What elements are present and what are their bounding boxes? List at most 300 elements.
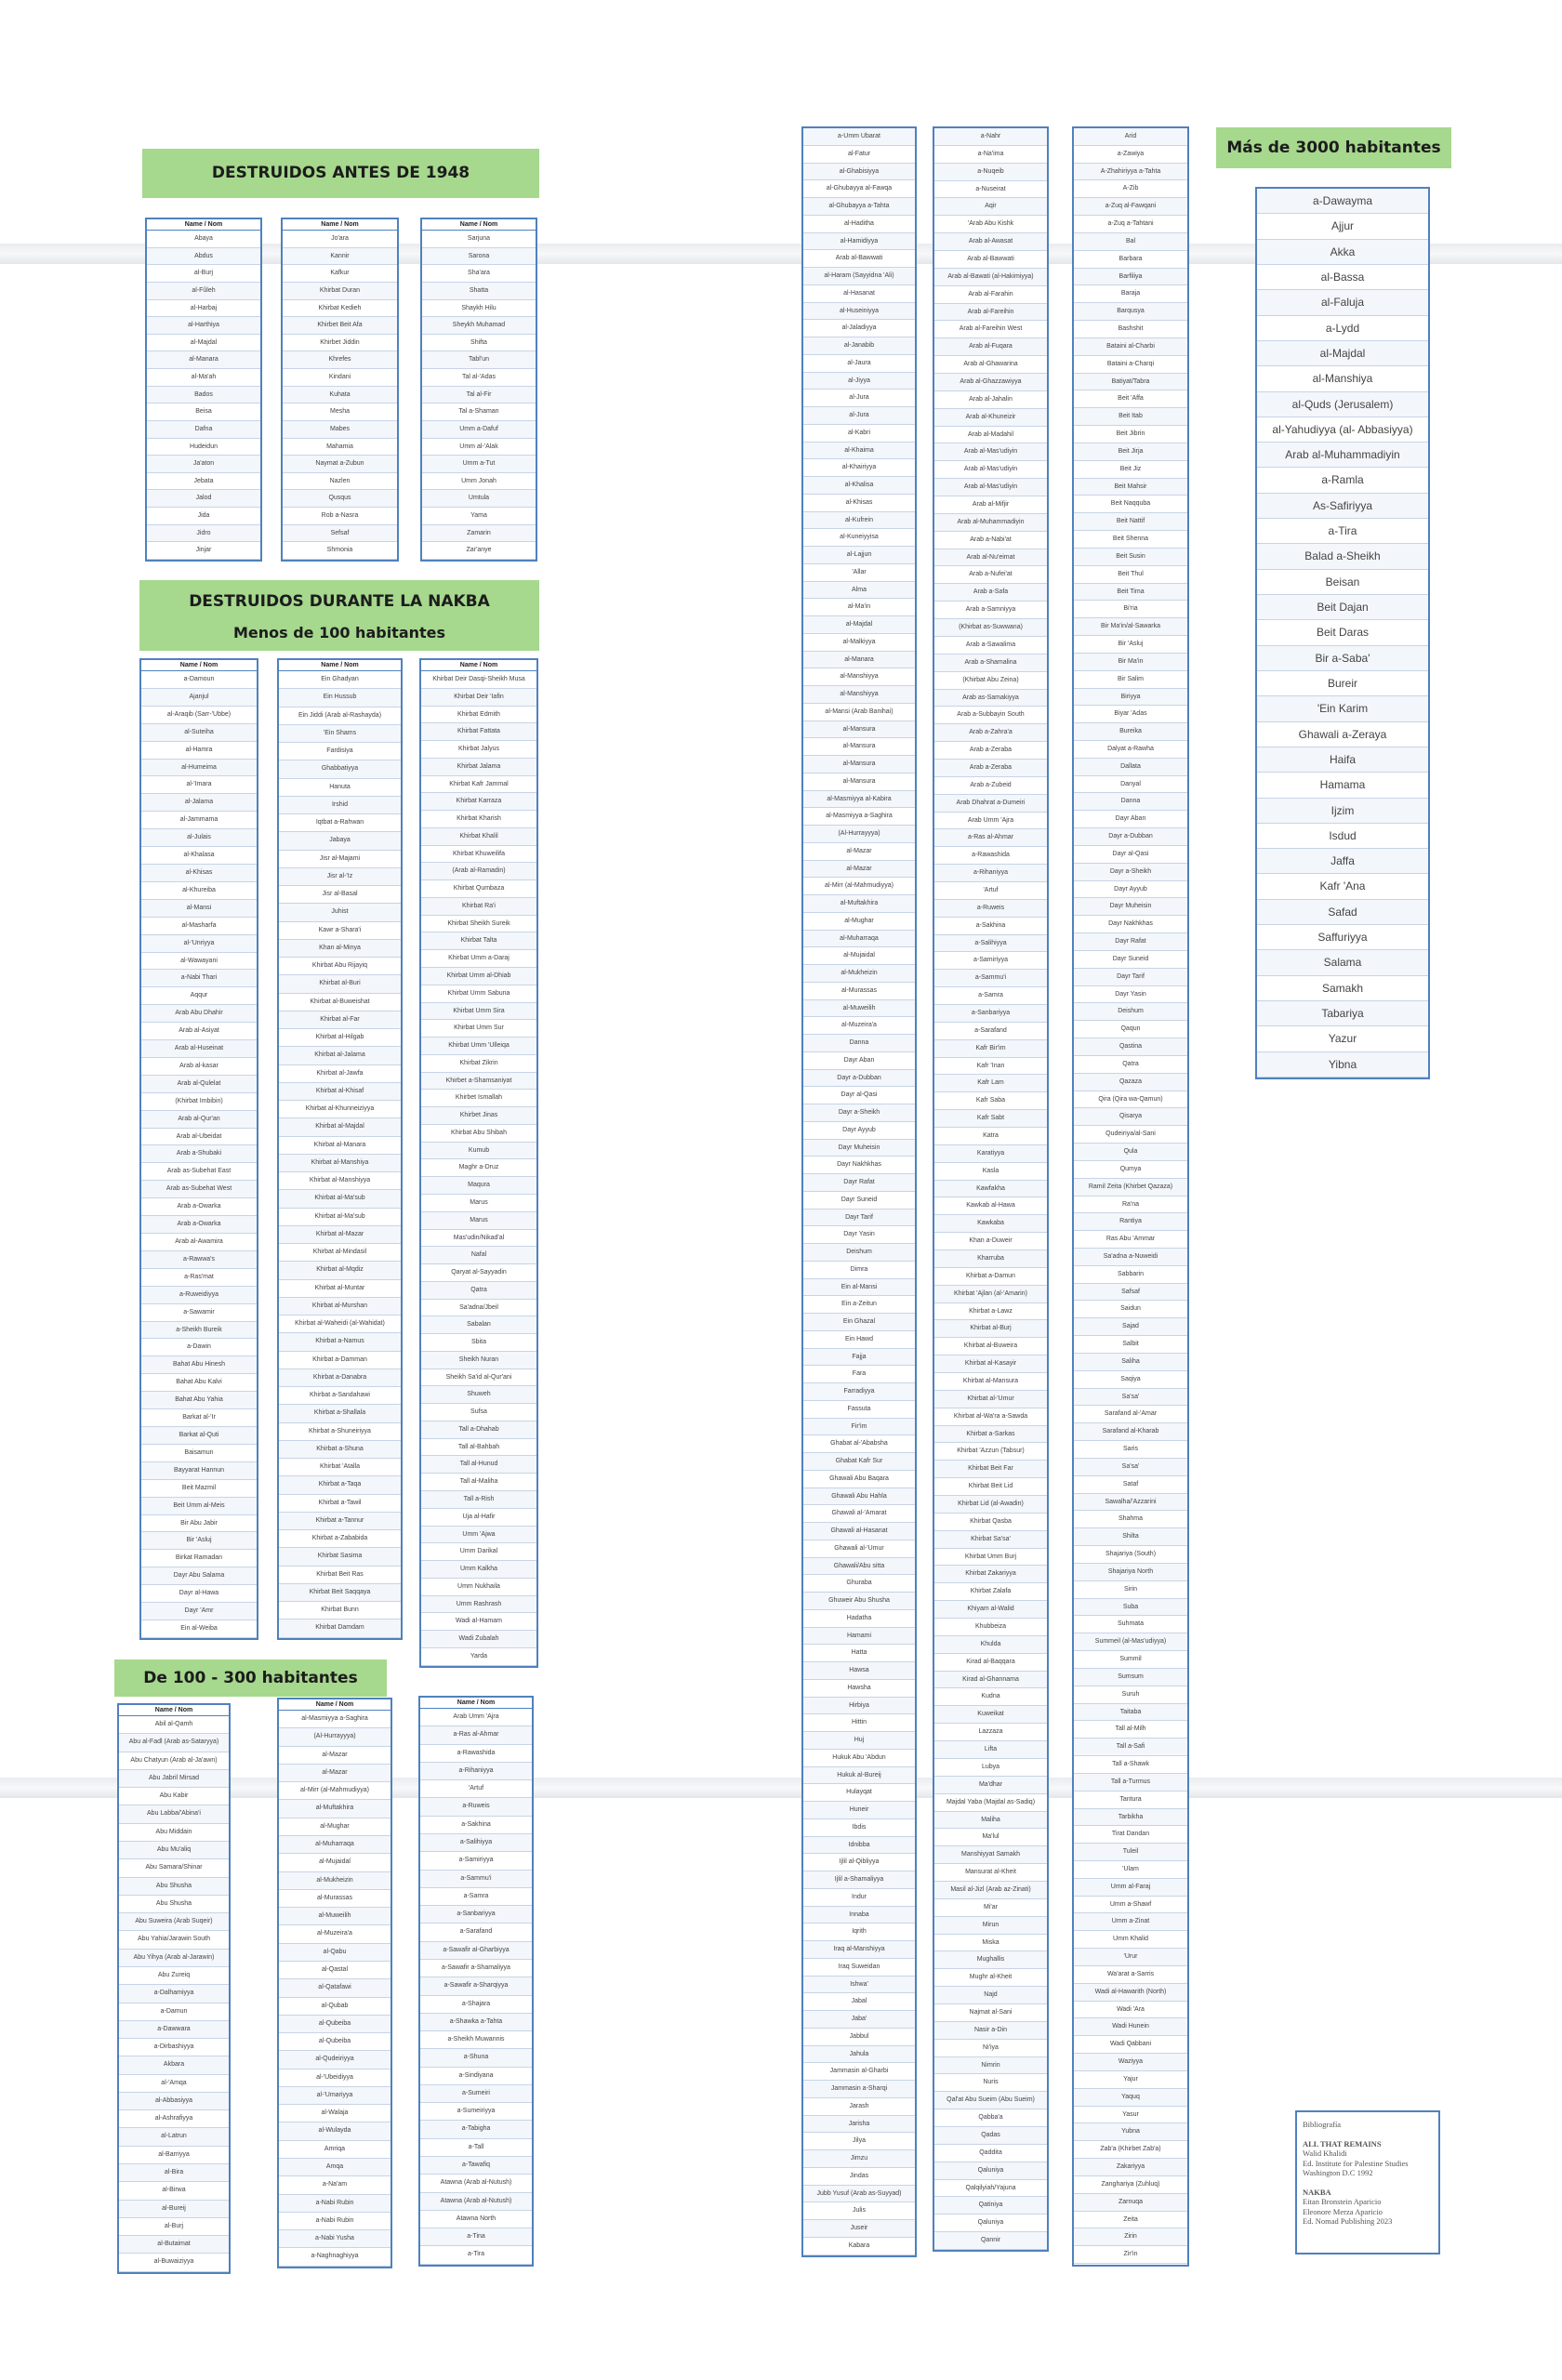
- village-name: Arab al-Mas'udiyin: [934, 443, 1047, 461]
- village-name: Ein Hussub: [279, 689, 401, 707]
- village-name: Khirbat al-Khunneiziyya: [279, 1101, 401, 1118]
- village-name: Dayr Yasin: [803, 1226, 915, 1244]
- name-column-under100-c1: [139, 658, 258, 1640]
- village-name: Yarda: [421, 1648, 536, 1666]
- village-name: Tall a-Turmus: [1074, 1774, 1187, 1792]
- village-name: Jubb Yusuf (Arab as-Suyyad): [803, 2186, 915, 2203]
- village-name: Hittin: [803, 1714, 915, 1732]
- village-name: al-Mansi (Arab Banihai): [803, 704, 915, 721]
- village-name: Dayr Suneid: [1074, 951, 1187, 969]
- village-name: al-Mukheizin: [279, 1872, 390, 1890]
- village-name: Marus: [421, 1212, 536, 1230]
- village-name: Miska: [934, 1935, 1047, 1952]
- village-name: Mas'udin/Nikad'al: [421, 1230, 536, 1248]
- village-name: (Al-Hurrayyya): [803, 826, 915, 843]
- village-name: Aqir: [934, 198, 1047, 216]
- biblio-2-author-1: Eitan Bronstein Aparicio: [1303, 2197, 1382, 2206]
- village-name: Atawna North: [420, 2211, 532, 2228]
- village-name: Nuris: [934, 2074, 1047, 2092]
- column-header: Name / Nom: [279, 1699, 390, 1711]
- village-name: al-Jammama: [141, 812, 257, 829]
- village-name: Akka: [1257, 240, 1428, 265]
- village-name: al-Manshiyya: [803, 668, 915, 686]
- village-name: a-Rawashida: [420, 1745, 532, 1763]
- village-name: Tall al-Hunud: [421, 1456, 536, 1474]
- village-name: Qaluniya: [934, 2215, 1047, 2232]
- village-name: al-Mukheizin: [803, 965, 915, 983]
- village-name: Ghabat Kafr Sur: [803, 1453, 915, 1471]
- village-name: Barkat al-Quti: [141, 1427, 257, 1445]
- village-name: Arab a-Shamalina: [934, 654, 1047, 672]
- village-name: Beit Itab: [1074, 408, 1187, 426]
- village-name: al-Walaja: [279, 2105, 390, 2122]
- name-column-before1948-c3: [420, 218, 537, 562]
- village-name: Arab a-Shubaki: [141, 1145, 257, 1163]
- village-name: a-Ras al-Ahmar: [934, 829, 1047, 847]
- village-name: Arab al-Fareihin West: [934, 321, 1047, 338]
- village-name: Masil al-Jizl (Arab az-Zinati): [934, 1882, 1047, 1899]
- village-name: Kudna: [934, 1688, 1047, 1706]
- village-name: a-Tina: [420, 2228, 532, 2246]
- village-name: Tal al-Fir: [422, 387, 536, 404]
- village-name: Huj: [803, 1732, 915, 1750]
- village-name: a-Sarafand: [934, 1023, 1047, 1040]
- village-name: Bahat Abu Kalvi: [141, 1374, 257, 1392]
- village-name: Kafr 'Ana: [1257, 874, 1428, 899]
- village-name: Arab al-Farahin: [934, 286, 1047, 304]
- village-name: Arab al-Mifjir: [934, 496, 1047, 514]
- village-name: Jalod: [147, 490, 260, 508]
- village-name: al-Lajjun: [803, 547, 915, 564]
- village-name: Biriyya: [1074, 689, 1187, 707]
- village-name: Khirbat a-Damun: [934, 1268, 1047, 1286]
- village-name: al-Harthiya: [147, 317, 260, 335]
- village-name: Qudeiriya/al-Sani: [1074, 1126, 1187, 1144]
- village-name: Abu Labba/'Abina'i: [119, 1805, 229, 1823]
- village-name: al-Janabib: [803, 337, 915, 355]
- biblio-2-author-2: Eleonore Merza Aparicio: [1303, 2206, 1383, 2216]
- village-name: al-Birwa: [119, 2182, 229, 2200]
- village-name: al-Majdal: [1257, 341, 1428, 366]
- village-name: al-Faluja: [1257, 290, 1428, 315]
- village-name: a-Ras al-Ahmar: [420, 1726, 532, 1744]
- village-name: Arab al-Bawwati: [803, 250, 915, 268]
- village-name: Katra: [934, 1128, 1047, 1145]
- village-name: Shajariya North: [1074, 1564, 1187, 1581]
- village-name: Khirbat Kedieh: [283, 300, 397, 318]
- village-name: Khirbat Lid (al-Awadin): [934, 1496, 1047, 1514]
- village-name: a-Tawafiq: [420, 2157, 532, 2175]
- village-name: a-Sarafand: [420, 1924, 532, 1941]
- village-name: Hatta: [803, 1645, 915, 1662]
- village-name: Qalqilyiah/Yajuna: [934, 2180, 1047, 2198]
- name-column-under100-c2: [277, 658, 403, 1640]
- village-name: Khirbat Umm al-Dhiab: [421, 968, 536, 985]
- village-name: Khirbat Ra'i: [421, 898, 536, 916]
- village-name: Umm al-'Alak: [422, 439, 536, 456]
- village-name: a-Sawamir: [141, 1304, 257, 1322]
- village-name: Hukuk al-Bureij: [803, 1767, 915, 1785]
- village-name: Khirbat al-Waheidi (al-Wahidat): [279, 1316, 401, 1333]
- village-name: a-Dirbashiyya: [119, 2039, 229, 2056]
- village-name: Khirbat a-Sarkas: [934, 1426, 1047, 1444]
- village-name: Bataini al-Charbi: [1074, 338, 1187, 356]
- village-name: Khirbat 'Atalla: [279, 1459, 401, 1476]
- village-name: 'Ein Karim: [1257, 696, 1428, 721]
- village-name: al-Julais: [141, 829, 257, 847]
- village-name: Arab al-Awamira: [141, 1234, 257, 1251]
- village-name: Qisarya: [1074, 1108, 1187, 1126]
- village-name: Naymat a-Zubun: [283, 456, 397, 473]
- village-name: Khirbat Khalil: [421, 828, 536, 846]
- village-name: al-Mazar: [279, 1747, 390, 1765]
- village-name: Maqura: [421, 1177, 536, 1195]
- village-name: Ajanjul: [141, 689, 257, 707]
- village-name: Abu Middain: [119, 1824, 229, 1842]
- village-name: al-Muweilih: [279, 1908, 390, 1925]
- village-name: Khirbat al-Ma'sub: [279, 1209, 401, 1226]
- village-name: Fajja: [803, 1349, 915, 1367]
- village-name: al-Khisas: [141, 865, 257, 882]
- village-name: Salama: [1257, 950, 1428, 975]
- village-name: Sarafand al-'Amar: [1074, 1406, 1187, 1423]
- village-name: Kafkur: [283, 265, 397, 283]
- name-column-before1948-c2: [281, 218, 399, 562]
- village-name: al-Burj: [147, 265, 260, 283]
- village-name: al-Hamidiyya: [803, 233, 915, 251]
- village-name: Khirbat al-Mansura: [934, 1373, 1047, 1391]
- column-header: Name / Nom: [141, 660, 257, 671]
- village-name: Dayr Aban: [803, 1052, 915, 1070]
- village-name: al-Suteiha: [141, 724, 257, 742]
- village-name: a-Sammu'i: [934, 970, 1047, 987]
- village-name: Khirbat Karraza: [421, 793, 536, 811]
- village-name: Khirbat al-Murshan: [279, 1298, 401, 1316]
- village-name: Bi'ria: [1074, 601, 1187, 618]
- village-name: Khirbat Kharish: [421, 811, 536, 828]
- name-column-big-c3: [1072, 126, 1189, 2267]
- village-name: Maliha: [934, 1812, 1047, 1830]
- village-name: Kirad al-Ghannama: [934, 1672, 1047, 1689]
- village-name: Bir 'Asluj: [141, 1532, 257, 1550]
- village-name: Saliha: [1074, 1354, 1187, 1371]
- biblio-1-author: Walid Khalidi: [1303, 2149, 1347, 2158]
- village-name: Ghawali al-'Umur: [803, 1540, 915, 1558]
- village-name: al-Ma'ah: [147, 369, 260, 387]
- village-name: al-Muweilih: [803, 1000, 915, 1018]
- village-name: Abil al-Qamh: [119, 1716, 229, 1734]
- village-name: Khirbat a-Tawil: [279, 1495, 401, 1513]
- village-name: Karatiyya: [934, 1145, 1047, 1163]
- village-name: Arab a-Zahra'a: [934, 724, 1047, 742]
- village-name: Jida: [147, 508, 260, 525]
- village-name: Ramil Zeita (Khirbet Qazaza): [1074, 1179, 1187, 1197]
- village-name: Danna: [1074, 793, 1187, 811]
- village-name: Iqrith: [803, 1924, 915, 1941]
- village-name: Jilya: [803, 2133, 915, 2150]
- village-name: Dayr Suneid: [803, 1192, 915, 1210]
- village-name: Abu al-Fadl (Arab as-Sataryya): [119, 1734, 229, 1752]
- village-name: al-Hasanat: [803, 285, 915, 303]
- village-name: al-Khisas: [803, 495, 915, 512]
- village-name: Amriqa: [279, 2141, 390, 2159]
- village-name: Ni'iya: [934, 2040, 1047, 2057]
- village-name: Deishum: [1074, 1003, 1187, 1021]
- village-name: Wadi Qabbani: [1074, 2036, 1187, 2054]
- village-name: Khirbet Jinas: [421, 1107, 536, 1125]
- village-name: Khirbat Deir Dasqi-Sheikh Musa: [421, 671, 536, 689]
- village-name: Khirbat Jalyus: [421, 741, 536, 759]
- village-name: Fassuta: [803, 1401, 915, 1419]
- village-name: Umm Jonah: [422, 473, 536, 491]
- village-name: al-Ghubayya a-Tahta: [803, 198, 915, 216]
- village-name: Dayr Abu Salama: [141, 1567, 257, 1585]
- village-name: Sirin: [1074, 1581, 1187, 1599]
- village-name: Abu Shusha: [119, 1878, 229, 1896]
- village-name: a-Zuq a-Tahtani: [1074, 216, 1187, 233]
- village-name: Arab a-Sawalima: [934, 637, 1047, 654]
- bibliography-heading: Bibliografía: [1303, 2120, 1342, 2129]
- village-name: Bashshit: [1074, 321, 1187, 338]
- village-name: Beit Naqquba: [1074, 496, 1187, 513]
- village-name: Yubna: [1074, 2123, 1187, 2141]
- village-name: Khirbat a-Shuna: [279, 1441, 401, 1459]
- village-name: Irshid: [279, 797, 401, 814]
- village-name: Ibdis: [803, 1819, 915, 1837]
- village-name: al-Masmiyya a-Saghira: [803, 808, 915, 826]
- village-name: a-Tira: [1257, 519, 1428, 544]
- village-name: a-Nahr: [934, 128, 1047, 146]
- section-nakba-title: DESTRUIDOS DURANTE LA NAKBA: [139, 580, 539, 619]
- village-name: 'Allar: [803, 564, 915, 582]
- village-name: al-Manara: [147, 351, 260, 369]
- village-name: Arab Umm 'Ajra: [934, 813, 1047, 830]
- village-name: Bir Ma'in/al-Sawarka: [1074, 618, 1187, 636]
- village-name: Tall a-Rish: [421, 1491, 536, 1509]
- village-name: Qazaza: [1074, 1074, 1187, 1091]
- village-name: Qatra: [421, 1282, 536, 1300]
- village-name: a-Ramla: [1257, 468, 1428, 493]
- village-name: Jammasin al-Gharbi: [803, 2063, 915, 2081]
- village-name: Lazzaza: [934, 1724, 1047, 1741]
- village-name: Sarafand al-Kharab: [1074, 1423, 1187, 1441]
- village-name: a-Rawashida: [934, 847, 1047, 865]
- village-name: al-Masharfa: [141, 918, 257, 935]
- name-column-over3000-list: [1255, 187, 1430, 1079]
- village-name: Fara: [803, 1366, 915, 1383]
- village-name: Jinjar: [147, 542, 260, 560]
- village-name: al-Muzeira'a: [803, 1017, 915, 1035]
- village-name: Arab a-Samniyya: [934, 602, 1047, 619]
- village-name: Jo'ara: [283, 231, 397, 248]
- village-name: Nimrin: [934, 2057, 1047, 2075]
- village-name: Kharruba: [934, 1250, 1047, 1268]
- village-name: a-Dalhamiyya: [119, 1985, 229, 2003]
- village-name: Mughr al-Kheit: [934, 1969, 1047, 1987]
- village-name: Maghr a-Druz: [421, 1159, 536, 1177]
- village-name: al-Bureij: [119, 2201, 229, 2218]
- village-name: Shatta: [422, 283, 536, 300]
- village-name: al-Harbaj: [147, 300, 260, 318]
- village-name: al-Khaima: [803, 443, 915, 460]
- village-name: Khirbat Umm Burj: [934, 1549, 1047, 1567]
- village-name: Ghabbatiyya: [279, 760, 401, 778]
- village-name: Tal a-Shaman: [422, 403, 536, 421]
- village-name: Hudeidun: [147, 439, 260, 456]
- village-name: Arab al-Awasat: [934, 233, 1047, 251]
- village-name: Dayr 'Amr: [141, 1603, 257, 1620]
- village-name: Arab al-Nu'eimat: [934, 549, 1047, 567]
- village-name: al-'Amqa: [119, 2075, 229, 2093]
- village-name: Khirbat Qasba: [934, 1514, 1047, 1531]
- village-name: a-Shuna: [420, 2049, 532, 2067]
- village-name: Khirbat al-Mazar: [279, 1226, 401, 1244]
- village-name: a-Sawafir a-Sharqiyya: [420, 1977, 532, 1995]
- village-name: Dayr a-Dubban: [803, 1070, 915, 1088]
- village-name: Summeil (al-Mas'udiyya): [1074, 1633, 1187, 1651]
- village-name: a-Sawafir a-Shamaliyya: [420, 1960, 532, 1977]
- village-name: Dayr Tarif: [803, 1210, 915, 1227]
- village-name: Khirbat Sa'sa': [934, 1531, 1047, 1549]
- village-name: Ghawali al-'Amarat: [803, 1505, 915, 1523]
- village-name: Jabbul: [803, 2029, 915, 2046]
- village-name: Beisa: [147, 403, 260, 421]
- village-name: Khirbat al-Mindasil: [279, 1244, 401, 1262]
- village-name: a-Ruweis: [420, 1798, 532, 1816]
- village-name: Mahamia: [283, 439, 397, 456]
- village-name: Bir Abu Jabir: [141, 1515, 257, 1533]
- village-name: Rob a-Nasra: [283, 508, 397, 525]
- village-name: Tall a-Safi: [1074, 1739, 1187, 1756]
- village-name: al-Ashrafiyya: [119, 2110, 229, 2128]
- village-name: al-Malkiyya: [803, 634, 915, 652]
- column-header: Name / Nom: [283, 219, 397, 231]
- village-name: al-Kuneiyyisa: [803, 529, 915, 547]
- village-name: Iraq Suweidan: [803, 1959, 915, 1977]
- village-name: Tall al-Bahbah: [421, 1439, 536, 1457]
- village-name: Lubya: [934, 1759, 1047, 1777]
- village-name: Khirbat a-Zababida: [279, 1530, 401, 1548]
- village-name: Juseir: [803, 2220, 915, 2238]
- village-name: Umm 'Ajwa: [421, 1527, 536, 1544]
- village-name: Abaya: [147, 231, 260, 248]
- village-name: Barkat al-'Ir: [141, 1409, 257, 1427]
- village-name: Arab al-Qulelat: [141, 1076, 257, 1093]
- column-header: Name / Nom: [421, 660, 536, 671]
- village-name: al-Muharraqa: [279, 1836, 390, 1854]
- village-name: Jabaya: [279, 832, 401, 850]
- village-name: al-Muftakhira: [279, 1800, 390, 1818]
- village-name: a-Umm Ubarat: [803, 128, 915, 146]
- village-name: al-Wawayani: [141, 953, 257, 971]
- village-name: Khirbat Talta: [421, 932, 536, 950]
- village-name: Beit Susin: [1074, 549, 1187, 566]
- village-name: Barqusya: [1074, 303, 1187, 321]
- village-name: Beit Umm al-Meis: [141, 1498, 257, 1515]
- village-name: Khulda: [934, 1636, 1047, 1654]
- village-name: Ein a-Zeitun: [803, 1296, 915, 1314]
- village-name: a-Ruweidiyya: [141, 1287, 257, 1304]
- village-name: Beit Tima: [1074, 584, 1187, 602]
- village-name: a-Nabi Yusha: [279, 2230, 390, 2248]
- village-name: Abu Jabril Mirsad: [119, 1770, 229, 1788]
- biblio-2-title: NAKBA: [1303, 2187, 1331, 2197]
- village-name: Danna: [803, 1035, 915, 1052]
- village-name: Khirbat a-Lawz: [934, 1303, 1047, 1321]
- village-name: Yibna: [1257, 1052, 1428, 1078]
- village-name: a-Damun: [119, 2003, 229, 2021]
- village-name: Dayr Nakhkhas: [803, 1157, 915, 1174]
- village-name: Zirin: [1074, 2228, 1187, 2246]
- village-name: Khirbat al-Manara: [279, 1137, 401, 1155]
- village-name: Kawr a-Shara'i: [279, 922, 401, 940]
- village-name: Lifta: [934, 1741, 1047, 1759]
- village-name: Kafr Saba: [934, 1092, 1047, 1110]
- village-name: al-Qabu: [279, 1944, 390, 1962]
- village-name: Sarjuna: [422, 231, 536, 248]
- village-name: Khan al-Minya: [279, 940, 401, 958]
- village-name: al-Khairiyya: [803, 459, 915, 477]
- village-name: Mansurat al-Kheit: [934, 1864, 1047, 1882]
- village-name: Khirbat Beit Far: [934, 1461, 1047, 1478]
- village-name: Khirbat al-Majdal: [279, 1118, 401, 1136]
- village-name: Ein al-Mansi: [803, 1279, 915, 1297]
- village-name: Taitaba: [1074, 1704, 1187, 1722]
- village-name: a-Samiriyya: [934, 952, 1047, 970]
- village-name: Arab al-Fareihin: [934, 304, 1047, 322]
- village-name: Arab Abu Dhahir: [141, 1005, 257, 1023]
- village-name: al-Masmiyya a-Saghira: [279, 1711, 390, 1728]
- village-name: Qaryat al-Sayyadin: [421, 1264, 536, 1282]
- village-name: Khirbat Qumbaza: [421, 880, 536, 898]
- village-name: al-Mirr (al-Mahmudiyya): [279, 1782, 390, 1800]
- village-name: Mirun: [934, 1917, 1047, 1935]
- village-name: Sefsaf: [283, 525, 397, 543]
- village-name: Bir Ma'in: [1074, 654, 1187, 671]
- village-name: Bir Salim: [1074, 671, 1187, 689]
- village-name: Najd: [934, 1987, 1047, 2004]
- village-name: A-Zib: [1074, 180, 1187, 198]
- village-name: Ma'lul: [934, 1829, 1047, 1846]
- village-name: Kuhata: [283, 387, 397, 404]
- village-name: al-Khalasa: [141, 847, 257, 865]
- village-name: Nasir a-Din: [934, 2022, 1047, 2040]
- village-name: Qira (Qira wa-Qamun): [1074, 1091, 1187, 1109]
- village-name: a-Sumeiri: [420, 2085, 532, 2103]
- village-name: a-Rihaniyya: [420, 1763, 532, 1780]
- village-name: Najmat al-Sani: [934, 2004, 1047, 2022]
- village-name: Arab a-Zeraba: [934, 742, 1047, 760]
- village-name: Nazlen: [283, 473, 397, 491]
- village-name: al-Hamra: [141, 742, 257, 760]
- village-name: a-Zuq al-Fawqani: [1074, 198, 1187, 216]
- village-name: Abu Chatyun (Arab al-Ja'awn): [119, 1752, 229, 1770]
- village-name: Dayr Ayyub: [803, 1122, 915, 1140]
- village-name: Tal al-'Adas: [422, 369, 536, 387]
- village-name: Arab a-Zeraba: [934, 760, 1047, 777]
- village-name: a-Sakhina: [420, 1817, 532, 1834]
- village-name: Khirbat al-Buri: [279, 975, 401, 993]
- village-name: a-Tira: [420, 2246, 532, 2264]
- paper-fold: [0, 1778, 1562, 1798]
- village-name: a-Nuseirat: [934, 181, 1047, 199]
- village-name: Arab Dhahrat a-Dumeiri: [934, 795, 1047, 813]
- village-name: Khirbat al-Manshiya: [279, 1155, 401, 1172]
- village-name: Khirbat al-'Umur: [934, 1391, 1047, 1408]
- village-name: al-Majdal: [147, 335, 260, 352]
- village-name: Wadi Hunein: [1074, 2018, 1187, 2036]
- village-name: Sa'sa': [1074, 1389, 1187, 1407]
